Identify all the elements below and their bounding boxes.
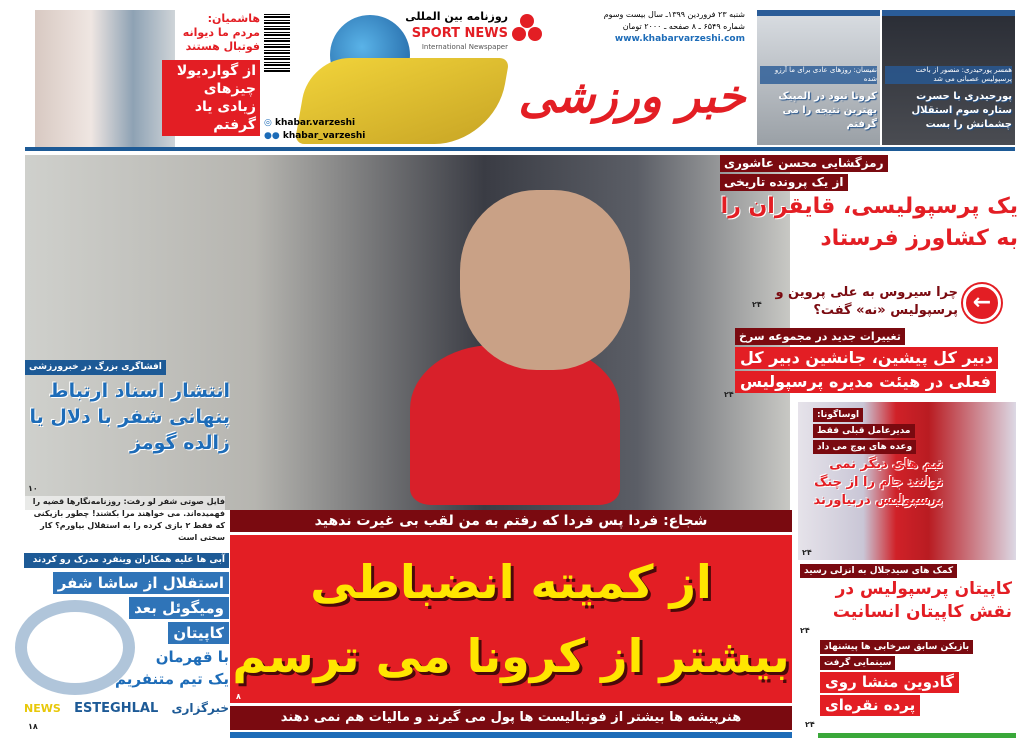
left-page-number-2: ۱۸ bbox=[28, 722, 38, 731]
story-page: ۲۴ bbox=[752, 300, 762, 309]
guardiola-photo bbox=[35, 10, 175, 147]
watermark-fa: خبرگزاری bbox=[171, 701, 229, 715]
telegram-text: khabar_varzeshi bbox=[282, 131, 366, 141]
intl-en-label: International Newspaper bbox=[421, 43, 508, 51]
main-headline-box bbox=[230, 535, 792, 703]
left-headline-2-line: با قهرمان bbox=[155, 648, 229, 666]
newspaper-logo: خبر ورزشی bbox=[518, 69, 746, 123]
story-secretary bbox=[735, 328, 1018, 393]
left-page-number: ۱۰ bbox=[28, 484, 38, 493]
osagona-photo bbox=[798, 402, 1016, 560]
left-body: فایل صوتی شفر لو رفت: روزنامه‌نگارها قضیه را فهمیده‌اند. می خواهند مرا بکشند! چطور بازیکنی که فقط ۲ بازی کرده را به استقلال بیاورم؟ کار سختی است bbox=[25, 496, 225, 544]
website-link[interactable]: www.khabarvarzeshi.com bbox=[614, 34, 745, 44]
top-photo-1-kicker: نفیسان: روزهای عادی برای ما آرزو شده bbox=[760, 66, 877, 84]
top-photo-2-headline: پورحیدری با حسرت ستاره سوم استقلال چشمانش را بست bbox=[911, 91, 1012, 130]
main-photo-scarf bbox=[410, 345, 620, 505]
arrow-left-icon: ← bbox=[963, 284, 1001, 322]
story-captain bbox=[800, 564, 1018, 624]
top-photo-1-headline: کرونا نبود در المپیک بهترین نتیجه را می گرفتم bbox=[778, 91, 877, 130]
main-page-number: ۸ bbox=[236, 692, 241, 701]
left-headline-2 bbox=[24, 572, 229, 689]
left-headline: انتشار اسناد ارتباط پنهانی شفر با دلال یا زالده گومز bbox=[29, 380, 230, 454]
main-photo-face bbox=[460, 190, 630, 370]
watermark-news: NEWS bbox=[24, 701, 61, 715]
main-kicker: شجاع: فردا پس فردا که رفتم به من لقب بی غیرت ندهید bbox=[230, 510, 792, 532]
story-sub: چرا سیروس به علی پروین و پرسپولیس «نه» گفت؟ bbox=[775, 285, 958, 318]
barcode bbox=[264, 14, 290, 72]
top-left-quote: هاشمیان: مردم ما دیوانه فوتبال هستند bbox=[182, 12, 260, 53]
instagram-text: khabar.varzeshi bbox=[275, 118, 356, 128]
story-ashouri bbox=[720, 155, 1018, 255]
story-headline: کاپیتان پرسپولیس در نقش کاپیتان انسانیت bbox=[832, 579, 1012, 622]
issue-line: شماره ۶۵۴۹ ـ ۸ صفحه ـ ۲۰۰۰ تومان bbox=[622, 22, 745, 31]
story-headline: یک پرسپولیسی، قایقران را به کشاورز فرستاد bbox=[720, 194, 1018, 251]
main-photo bbox=[25, 155, 790, 510]
left-kicker-2: آبی ها علیه همکاران وینفرد مدرک رو کردند bbox=[24, 553, 229, 568]
story-page: ۲۴ bbox=[802, 548, 812, 557]
story-page: ۲۴ bbox=[800, 626, 810, 635]
bottom-green-bar bbox=[818, 733, 1016, 738]
story-headline-line: پرده نقره‌ای bbox=[820, 695, 920, 716]
left-kicker: افشاگری بزرگ در خبرورزشی bbox=[25, 360, 166, 375]
story-page: ۲۴ bbox=[805, 720, 815, 729]
main-sub: هنرپیشه ها بیشتر از فوتبالیست ها پول می گیرند و مالیات هم نمی دهند bbox=[230, 706, 792, 730]
story-kicker: اوساگونا: bbox=[813, 408, 863, 422]
main-headline-line: از کمیته انضباطی bbox=[310, 555, 712, 609]
story-kicker: سینمایی گرفت bbox=[820, 656, 895, 670]
intl-label: روزنامه بین المللی bbox=[405, 10, 508, 23]
story-page: ۲۴ bbox=[724, 390, 734, 399]
bottom-blue-bar bbox=[230, 732, 792, 738]
top-photo-2-kicker: همسر پورحیدری: منصور از باخت پرسپولیس عصبانی می شد bbox=[885, 66, 1012, 84]
left-headline-2-line: یک تیم متنفریم bbox=[114, 670, 229, 688]
story-headline-line: گادوین منشا روی bbox=[820, 672, 959, 693]
top-left-headline: از گوارديولا چیزهای زیادی یاد گرفتم bbox=[162, 60, 260, 136]
story-headline: تیم های دیگر نمی توانند جام را از چنگ پرسپولیس دربیاورند bbox=[813, 457, 943, 508]
watermark-en: ESTEGHLAL bbox=[74, 700, 159, 716]
left-headline-2-line: ومیگوئل بعد bbox=[129, 597, 229, 619]
story-kicker: تغییرات جدید در مجموعه سرخ bbox=[735, 328, 905, 345]
top-photo-1 bbox=[757, 10, 880, 145]
main-headline-line: بیشتر از کرونا می ترسم bbox=[232, 629, 790, 683]
story-headline-line: دبیر کل پیشین، جانشین دبیر کل bbox=[735, 347, 998, 369]
telegram-twitter-icon: ●● bbox=[264, 131, 283, 141]
instagram-handle[interactable] bbox=[264, 118, 384, 128]
story-kicker: رمزگشایی محسن عاشوری bbox=[720, 155, 888, 172]
story-mensah bbox=[820, 640, 1018, 716]
left-headline-2-line: کاپیتان bbox=[168, 622, 229, 644]
instagram-icon: ◎ bbox=[264, 118, 275, 128]
left-headline-2-line: استقلال از ساشا شفر bbox=[53, 572, 229, 594]
story-kicker: از یک پرونده تاریخی bbox=[720, 174, 848, 191]
esteghlal-news-watermark bbox=[24, 698, 229, 718]
logo-dots bbox=[512, 14, 544, 44]
telegram-handle[interactable] bbox=[264, 131, 384, 141]
story-kicker: مدیرعامل قبلی فقط bbox=[813, 424, 915, 438]
top-photo-2 bbox=[882, 10, 1015, 145]
header-divider bbox=[25, 147, 1015, 151]
story-kicker: وعده های پوچ می داد bbox=[813, 440, 916, 454]
story-kicker: بازیکن سابق سرخابی ها پیشنهاد bbox=[820, 640, 973, 654]
story-kicker: کمک های سیدجلال به انزلی رسید bbox=[800, 564, 957, 578]
story-headline-line: فعلی در هیئت مدیره پرسپولیس bbox=[735, 371, 996, 393]
date-line: شنبه ۲۳ فروردین ۱۳۹۹ـ سال بیست وسوم bbox=[603, 10, 745, 19]
sport-news-label: SPORT NEWS bbox=[411, 26, 508, 41]
